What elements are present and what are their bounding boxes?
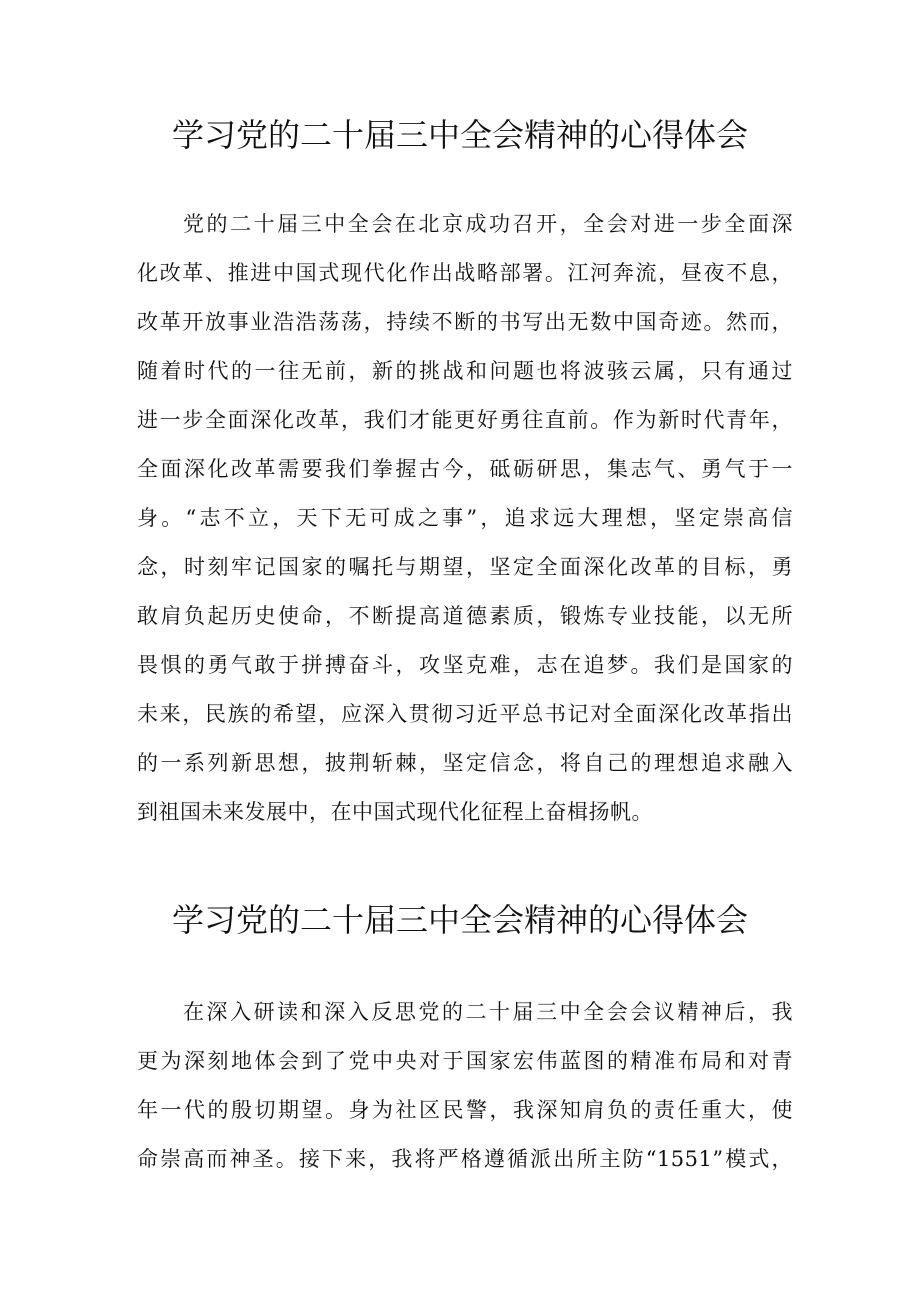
paragraph-line: 敢肩负起历史使命，不断提高道德素质，锻炼专业技能，以无所 <box>137 604 793 628</box>
paragraph-line: 身。“志不立，天下无可成之事”，追求远大理想，坚定崇高信 <box>137 506 793 530</box>
paragraph-line: 在深入研读和深入反思党的二十届三中全会会议精神后，我 <box>183 1000 793 1024</box>
paragraph-line: 化改革、推进中国式现代化作出战略部署。江河奔流，昼夜不息， <box>137 261 793 285</box>
section-1-title: 学习党的二十届三中全会精神的心得体会 <box>171 116 748 154</box>
section-1-paragraph <box>137 200 793 837</box>
paragraph-line: 畏惧的勇气敢于拼搏奋斗，攻坚克难，志在追梦。我们是国家的 <box>137 653 793 677</box>
paragraph-line: 念，时刻牢记国家的嘱托与期望，坚定全面深化改革的目标，勇 <box>137 555 793 579</box>
paragraph-line: 随着时代的一往无前，新的挑战和问题也将波骇云属，只有通过 <box>137 359 793 383</box>
section-2-title: 学习党的二十届三中全会精神的心得体会 <box>171 901 748 939</box>
paragraph-line: 未来，民族的希望，应深入贯彻习近平总书记对全面深化改革指出 <box>137 702 793 726</box>
paragraph-line: 的一系列新思想，披荆斩棘，坚定信念，将自己的理想追求融入 <box>137 751 793 775</box>
paragraph-line: 全面深化改革需要我们拳握古今，砥砺研思，集志气、勇气于一 <box>137 457 793 481</box>
section-2-paragraph <box>137 988 793 1184</box>
paragraph-line: 进一步全面深化改革，我们才能更好勇往直前。作为新时代青年， <box>137 408 793 432</box>
paragraph-line: 年一代的殷切期望。身为社区民警，我深知肩负的责任重大，使 <box>137 1098 793 1122</box>
paragraph-line: 党的二十届三中全会在北京成功召开，全会对进一步全面深 <box>183 212 793 236</box>
paragraph-line: 到祖国未来发展中，在中国式现代化征程上奋楫扬帆。 <box>137 800 653 824</box>
paragraph-line: 改革开放事业浩浩荡荡，持续不断的书写出无数中国奇迹。然而， <box>137 310 793 334</box>
paragraph-line: 命崇高而神圣。接下来，我将严格遵循派出所主防“1551”模式， <box>137 1147 793 1171</box>
paragraph-line: 更为深刻地体会到了党中央对于国家宏伟蓝图的精准布局和对青 <box>137 1049 793 1073</box>
